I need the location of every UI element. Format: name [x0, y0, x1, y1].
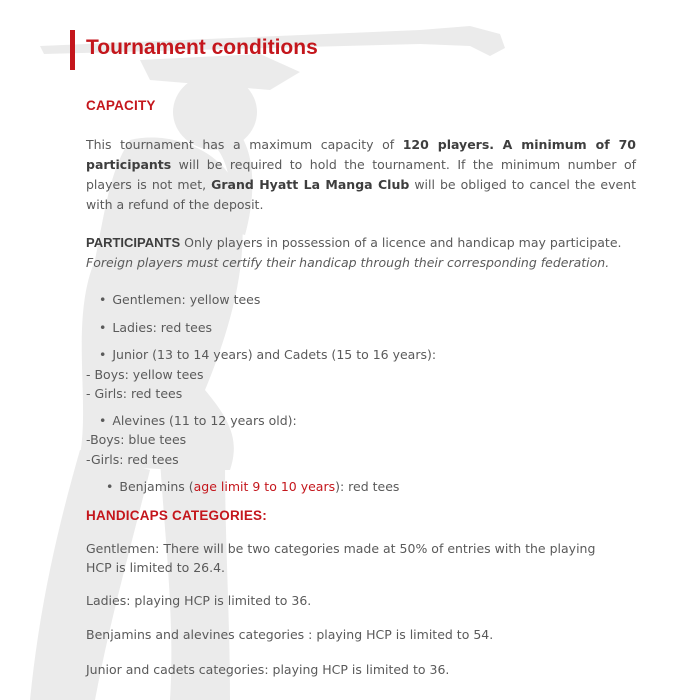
- capacity-heading: CAPACITY: [86, 98, 156, 113]
- list-item-junior: [99, 345, 436, 365]
- bullet-icon: •: [99, 347, 107, 362]
- capacity-text-4: will be obliged to cancel the event with a refund of the deposit.: [86, 177, 636, 212]
- list-item-label: Alevines (11 to 12 years old):: [112, 413, 297, 428]
- benjamins-label: Benjamins (: [119, 479, 194, 494]
- junior-boys: - Boys: yellow tees: [86, 367, 204, 382]
- list-item-alevines: [99, 411, 297, 431]
- list-item-gentlemen: [99, 290, 260, 310]
- list-item-benjamins: [106, 477, 399, 497]
- list-item-label: Gentlemen: yellow tees: [112, 292, 261, 307]
- alevines-girls: -Girls: red tees: [86, 452, 179, 467]
- capacity-min-participants: A minimum of 70 participants: [86, 137, 636, 172]
- hcp-benjamins-alevines: Benjamins and alevines categories : playing HCP is limited to 54.: [86, 627, 494, 642]
- capacity-text-2: [494, 137, 503, 152]
- title-accent-bar: [70, 30, 75, 70]
- benjamins-age-limit: age limit 9 to 10 years: [193, 479, 336, 494]
- bullet-icon: •: [99, 413, 107, 428]
- page-title: Tournament conditions: [86, 36, 318, 59]
- participants-heading: PARTICIPANTS: [86, 235, 181, 250]
- participants-foreign-note: Foreign players must certify their handicap through their corresponding federation.: [86, 255, 610, 270]
- hcp-junior-cadets: Junior and cadets categories: playing HCP is limited to 36.: [86, 662, 450, 677]
- list-item-label: Junior (13 to 14 years) and Cadets (15 to 16 years):: [112, 347, 437, 362]
- bullet-icon: •: [99, 292, 107, 307]
- bullet-icon: •: [99, 320, 107, 335]
- bullet-icon: •: [106, 479, 114, 494]
- capacity-text-1: This tournament has a maximum capacity of: [86, 137, 403, 152]
- capacity-venue: Grand Hyatt La Manga Club: [211, 177, 410, 192]
- hcp-gentlemen: Gentlemen: There will be two categories made at 50% of entries with the playing HCP is limited to 26.4.: [86, 541, 596, 575]
- hcp-ladies: Ladies: playing HCP is limited to 36.: [86, 593, 312, 608]
- alevines-boys: -Boys: blue tees: [86, 432, 187, 447]
- capacity-paragraph: [86, 135, 636, 215]
- participants-text: Only players in possession of a licence and handicap may participate.: [180, 235, 622, 250]
- handicaps-heading: HANDICAPS CATEGORIES:: [86, 508, 267, 523]
- benjamins-tees: ): red tees: [335, 479, 400, 494]
- participants-paragraph: [86, 233, 636, 273]
- capacity-text-3: will be required to hold the tournament. If the minimum number of players is not met,: [86, 157, 636, 192]
- junior-girls: - Girls: red tees: [86, 386, 183, 401]
- list-item-ladies: [99, 318, 212, 338]
- capacity-max-players: 120 players.: [402, 137, 495, 152]
- list-item-label: Ladies: red tees: [112, 320, 213, 335]
